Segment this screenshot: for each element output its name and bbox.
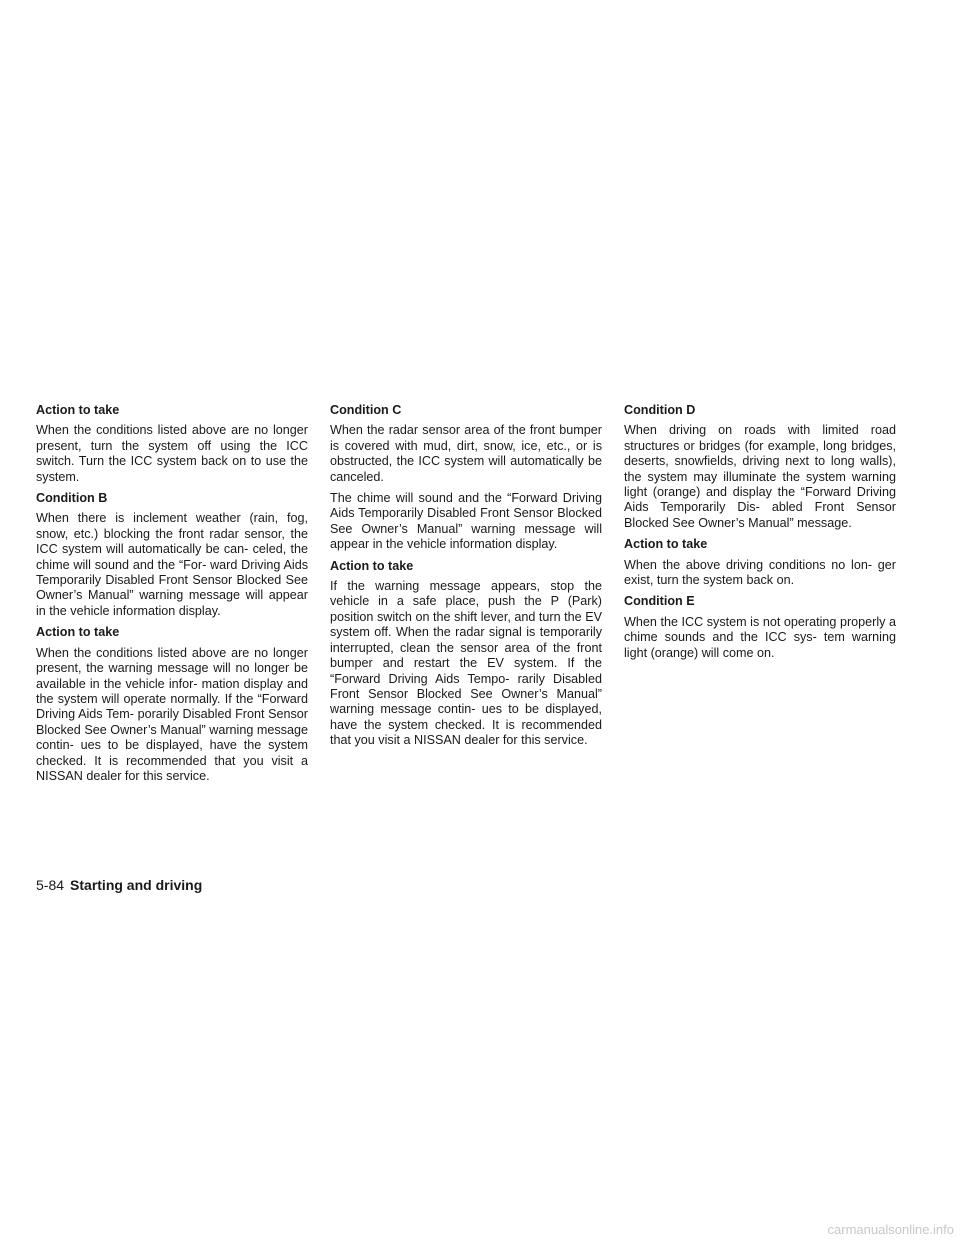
text-column-3 [624, 403, 896, 667]
chapter-title: Starting and driving [70, 877, 203, 893]
body-paragraph: The chime will sound and the “Forward Driving Aids Temporarily Disabled Front Sensor Blocked See Owner’s Manual” warning message will appear in the vehicle information display. [330, 491, 602, 552]
section-heading: Action to take [36, 403, 120, 417]
section-heading: Action to take [36, 625, 120, 640]
body-paragraph: When there is inclement weather (rain, fog, snow, etc.) blocking the front radar sensor, the ICC system will automatically be can- celed, the chime will sound and the “For- ward Driving Aids Temporarily Disabled Front Sensor Blocked See Owner’s Manual” warning message will appear in the vehicle information display. [36, 511, 308, 618]
text-column-2 [330, 403, 602, 755]
body-paragraph: If the warning message appears, stop the vehicle in a safe place, push the P (Park) position switch on the shift lever, and turn the EV system off. When the radar signal is temporarily interrupted, clean the sensor area of the front bumper and restart the EV system. If the “Forward Driving Aids Tempo- rarily Disabled Front Sensor Blocked See Owner’s Manual” warning message contin- ues to be displayed, have the system checked. It is recommended that you visit a NISSAN dealer for this service. [330, 579, 602, 748]
body-paragraph: When the ICC system is not operating properly a chime sounds and the ICC sys- tem warning light (orange) will come on. [624, 614, 896, 660]
section-heading: Action to take [624, 537, 708, 552]
body-paragraph: When the radar sensor area of the front bumper is covered with mud, dirt, snow, ice, etc., or is obstructed, the ICC system will automatically be canceled. [330, 423, 602, 484]
page-footer [36, 876, 202, 894]
section-heading: Action to take [330, 558, 414, 573]
section-heading: Condition B [36, 491, 108, 506]
section-heading: Condition D [624, 403, 696, 417]
body-paragraph: When the above driving conditions no lon- ger exist, turn the system back on. [624, 557, 896, 588]
section-heading: Condition C [330, 403, 402, 417]
body-paragraph: When the conditions listed above are no longer present, turn the system off using the ICC switch. Turn the ICC system back on to use the system. [36, 423, 308, 484]
page-number: 5-84 [36, 877, 65, 893]
text-column-1 [36, 403, 308, 790]
watermark-text[interactable]: carmanualsonline.info [827, 1222, 954, 1237]
body-paragraph: When the conditions listed above are no longer present, the warning message will no longer be available in the vehicle infor- mation display and the system will operate normally. If the “Forward Driving Aids Tem- porarily Disabled Front Sensor Blocked See Owner’s Manual” warning message contin- ues to be displayed, have the system checked. It is recommended that you visit a NISSAN dealer for this service. [36, 645, 308, 783]
section-heading: Condition E [624, 594, 695, 609]
body-paragraph: When driving on roads with limited road structures or bridges (for example, long bridges, deserts, snowfields, driving next to long walls), the system may illuminate the system warning light (orange) and display the “Forward Driving Aids Temporarily Dis- abled Front Sensor Blocked See Owner’s Manual” message. [624, 423, 896, 530]
